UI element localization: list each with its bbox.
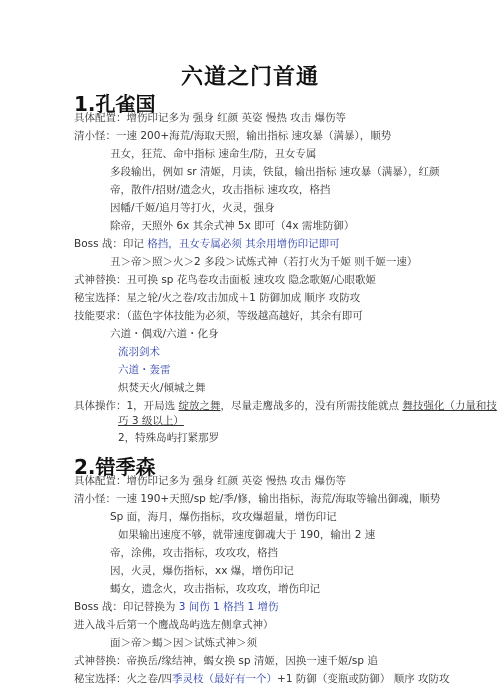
s1-boss-speed: 丑＞帝＞照＞火＞2 多段＞试炼式神（若打火为千姬 则千姬一速） <box>110 256 418 268</box>
s1-line6: 因幡/千姬/追月等打火，火灵，强身 <box>110 202 275 214</box>
s1-op-enhance: 舞技强化（力量和技 <box>402 400 497 412</box>
s2-treasure <box>74 672 450 686</box>
s2-boss-label: Boss 战：印记替换为 <box>74 601 179 613</box>
s2-boss-note: 进入战斗后第一个鹰战岛屿选左侧拿式神） <box>74 619 274 631</box>
s1-boss-marks: 格挡，丑女专属必须 其余用增伤印记即可 <box>147 238 340 250</box>
s2-line5: 帝，涂佛，攻击指标，攻攻攻，格挡 <box>110 547 278 559</box>
s1-op-skill: 绽放之舞 <box>178 400 221 412</box>
s2-boss-speed: 面＞帝＞蝎＞因＞试炼式神＞须 <box>110 637 257 649</box>
s1-line5: 帝，散件/招财/遗念火，攻击指标 速攻攻，格挡 <box>110 184 331 196</box>
s2-line3: Sp 面，海月，爆伤指标，攻攻爆超量，增伤印记 <box>110 511 337 523</box>
s2-treasure-branch: 季灵枝（最好有一个） <box>172 673 278 685</box>
s1-op-cont: 巧 3 级以上） <box>118 415 184 427</box>
s1-skills: 技能要求：（蓝色字体技能为必须，等级越高越好，其余有即可 <box>74 310 363 322</box>
s1-skill-1: 六道・偶戏/六道・化身 <box>110 328 219 340</box>
s1-boss <box>74 237 340 251</box>
section-heading-2: 2.错季森 <box>74 455 156 479</box>
s1-treasure: 秘宝选择：星之轮/火之卷/攻击加成＋1 防御加成 顺序 攻防攻 <box>74 292 361 304</box>
s1-op-2: 2，特殊岛屿打紧那罗 <box>118 432 220 444</box>
s1-config: 具体配置：增伤印记多为 强身 红颜 英姿 慢热 攻击 爆伤等 <box>74 112 347 124</box>
s1-line7: 除帝，天照外 6x 其余式神 5x 即可（4x 需堆防御） <box>110 220 355 232</box>
s2-boss <box>74 600 278 614</box>
s2-config: 具体配置：增伤印记多为 强身 红颜 英姿 慢热 攻击 爆伤等 <box>74 475 347 487</box>
s2-line6: 因，火灵，爆伤指标，xx 爆，增伤印记 <box>110 565 294 577</box>
s1-boss-label: Boss 战：印记 <box>74 238 148 250</box>
s2-boss-marks: 3 间伤 1 格挡 1 增伤 <box>178 601 279 613</box>
section-heading-1: 1.孔雀国 <box>74 92 156 116</box>
s2-line4: 如果输出速度不够，就带速度御魂大于 190，输出 2 速 <box>118 529 376 541</box>
s1-op-label: 具体操作：1，开局选 <box>74 400 179 412</box>
s1-skill-4: 炽焚天火/倾城之舞 <box>118 382 206 394</box>
s1-op-desc: ，尽量走鹰战多的，没有所需技能就点 <box>220 400 403 412</box>
page-title: 六道之门首通 <box>180 65 319 90</box>
s2-treasure-rest: +1 防御（变瓶或防御） 顺序 攻防攻 <box>277 673 450 685</box>
s1-operation <box>74 399 497 413</box>
s1-skill-3: 六道・轰雷 <box>118 364 171 376</box>
s2-replace: 式神替换：帝换岳/缘结神，蝎女换 sp 清姬，因换一速千姬/sp 追 <box>74 655 378 667</box>
s1-replace: 式神替换：丑可换 sp 花鸟卷攻击面板 速攻攻 隐念歌姬/心眼歌姬 <box>74 274 377 286</box>
s1-mob-clear: 清小怪：一速 200+海荒/海取天照，输出指标 速攻暴（满暴），顺势 <box>74 130 392 142</box>
s1-skill-2: 流羽剑术 <box>118 346 160 358</box>
s2-treasure-label: 秘宝选择：火之卷/四 <box>74 673 173 685</box>
s1-line3: 丑女，狂荒、命中指标 速命生/防，丑女专属 <box>110 148 317 160</box>
s2-line7: 蝎女，遗念火，攻击指标，攻攻攻，增伤印记 <box>110 583 320 595</box>
s1-line4: 多段输出，例如 sr 清姬，月读，铁鼠，输出指标 速攻暴（满暴），红颜 <box>110 166 440 178</box>
s2-mob-clear: 清小怪：一速 190+天照/sp 蛇/季/修，输出指标，海荒/海取等输出御魂，顺势 <box>74 493 441 505</box>
